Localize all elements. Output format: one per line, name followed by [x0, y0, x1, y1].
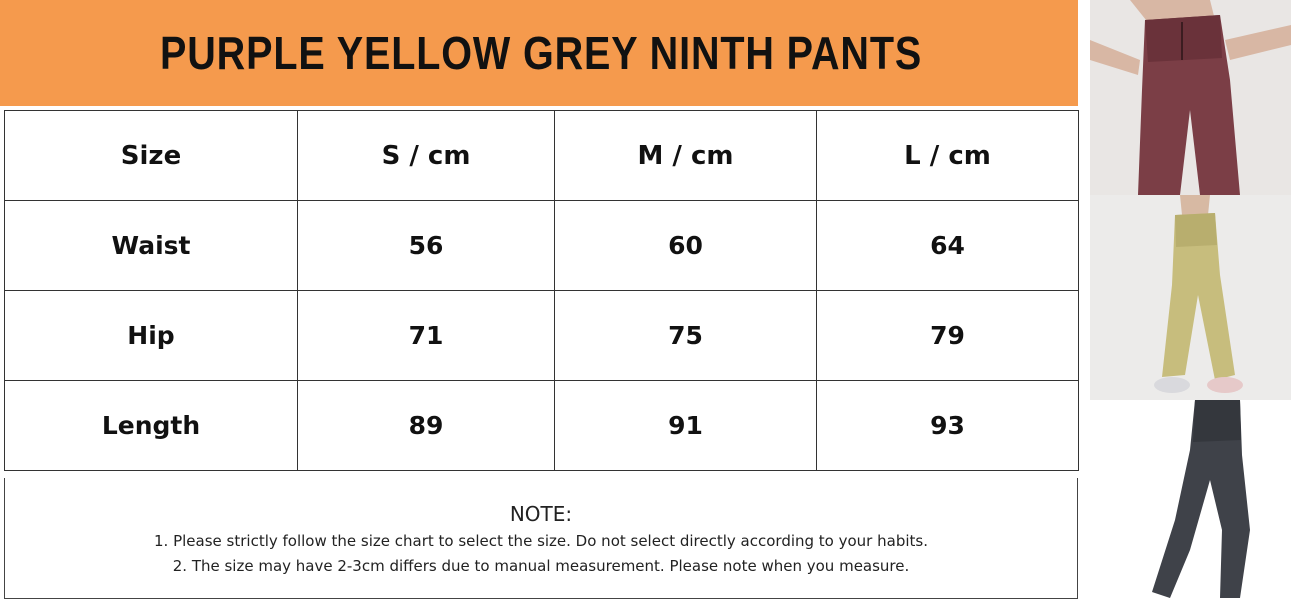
table-cell: 64	[817, 201, 1079, 291]
table-header-row	[5, 111, 1079, 201]
note-box	[4, 478, 1078, 599]
note-line: 1. Please strictly follow the size chart to select the size. Do not select directly according to your habits.	[154, 532, 928, 550]
column-header: L / cm	[817, 111, 1079, 201]
size-chart-table	[4, 110, 1079, 471]
table-cell: 60	[555, 201, 817, 291]
column-header: S / cm	[298, 111, 555, 201]
table-cell: 91	[555, 381, 817, 471]
table-row	[5, 291, 1079, 381]
table-cell: 89	[298, 381, 555, 471]
column-header: M / cm	[555, 111, 817, 201]
table-cell: 79	[817, 291, 1079, 381]
row-label: Waist	[5, 201, 298, 291]
note-line: 2. The size may have 2-3cm differs due to manual measurement. Please note when you measure.	[172, 557, 910, 575]
table-row	[5, 381, 1079, 471]
page-title: PURPLE YELLOW GREY NINTH PANTS	[160, 27, 923, 79]
row-label: Length	[5, 381, 298, 471]
table-cell: 93	[817, 381, 1079, 471]
row-label: Hip	[5, 291, 298, 381]
title-banner	[0, 0, 1078, 106]
yellow-leggings-photo	[1090, 195, 1291, 400]
note-title: NOTE:	[509, 502, 573, 526]
table-row	[5, 201, 1079, 291]
purple-leggings-photo	[1090, 0, 1291, 195]
table-cell: 71	[298, 291, 555, 381]
table-cell: 56	[298, 201, 555, 291]
column-header: Size	[5, 111, 298, 201]
table-cell: 75	[555, 291, 817, 381]
grey-leggings-photo	[1090, 400, 1291, 600]
